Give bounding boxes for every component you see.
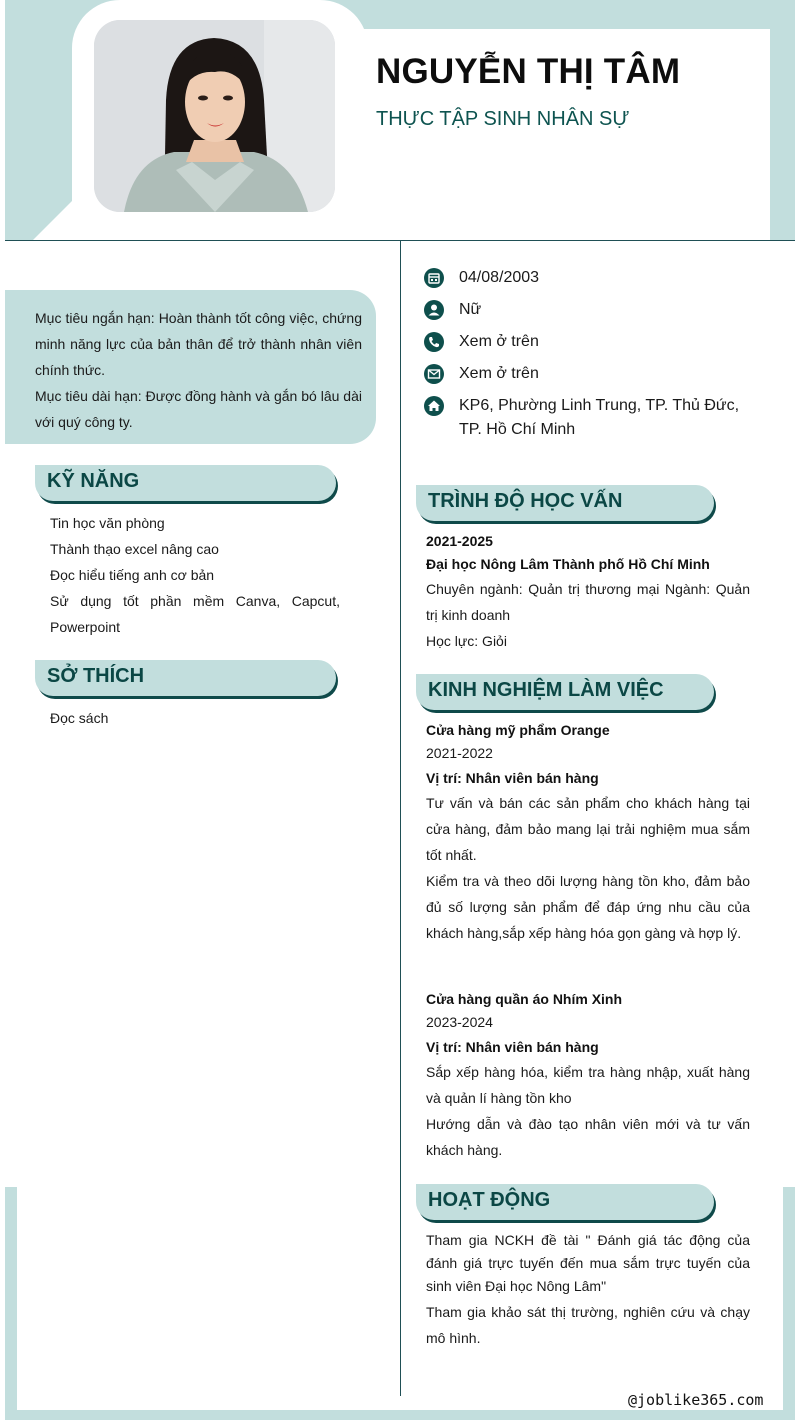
candidate-name: NGUYỄN THỊ TÂM bbox=[376, 52, 681, 91]
list-item: Đọc hiểu tiếng anh cơ bản bbox=[50, 567, 215, 583]
email-icon bbox=[424, 364, 444, 384]
section-title: SỞ THÍCH bbox=[47, 665, 145, 687]
contact-info bbox=[424, 266, 754, 450]
job-period: 2021-2022 bbox=[426, 745, 493, 761]
experience-job-2 bbox=[426, 988, 750, 1163]
section-title: KỸ NĂNG bbox=[47, 470, 140, 492]
job-company: Cửa hàng quần áo Nhím Xinh bbox=[426, 991, 623, 1007]
objective-short-term: Mục tiêu ngắn hạn: Hoàn thành tốt công việc, chứng minh năng lực của bản thân để trở thành nhân viên chính thức. bbox=[35, 310, 362, 378]
skills-list bbox=[50, 510, 340, 640]
list-item: Thành thạo excel nâng cao bbox=[50, 541, 219, 557]
contact-gender bbox=[424, 298, 754, 322]
contact-address bbox=[424, 394, 754, 442]
job-detail: Tư vấn và bán các sản phẩm cho khách hàng tại cửa hàng, đảm bảo mang lại trải nghiệm mua sắm tốt nhất. bbox=[426, 795, 750, 863]
job-period: 2023-2024 bbox=[426, 1014, 493, 1030]
hobbies-list bbox=[50, 705, 340, 731]
education-period: 2021-2025 bbox=[426, 533, 493, 549]
section-title: HOẠT ĐỘNG bbox=[428, 1189, 551, 1211]
objective-long-term: Mục tiêu dài hạn: Được đồng hành và gắn bó lâu dài với quý công ty. bbox=[35, 388, 362, 430]
list-item: Sử dụng tốt phần mềm Canva, Capcut, Powerpoint bbox=[50, 593, 340, 635]
section-title: KINH NGHIỆM LÀM VIỆC bbox=[428, 679, 664, 701]
watermark: @joblike365.com bbox=[628, 1391, 764, 1409]
contact-text: KP6, Phường Linh Trung, TP. Thủ Đức, TP. Hồ Chí Minh bbox=[459, 397, 740, 438]
phone-icon bbox=[424, 332, 444, 352]
home-icon bbox=[424, 396, 444, 416]
job-detail: Sắp xếp hàng hóa, kiểm tra hàng nhập, xuất hàng và quản lí hàng tồn kho bbox=[426, 1064, 750, 1106]
job-detail: Kiểm tra và theo dõi lượng hàng tồn kho, đảm bảo đủ số lượng sản phẩm để đáp ứng nhu cầu của khách hàng,sắp xếp hàng hóa gọn gàng và hợp lý. bbox=[426, 873, 750, 941]
job-position: Vị trí: Nhân viên bán hàng bbox=[426, 770, 599, 786]
contact-text: 04/08/2003 bbox=[459, 269, 540, 286]
contact-email bbox=[424, 362, 754, 386]
footer-frame-left bbox=[5, 1187, 17, 1420]
section-skills-heading bbox=[35, 465, 336, 501]
section-education-heading bbox=[416, 485, 714, 521]
education-grade: Học lực: Giỏi bbox=[426, 633, 507, 649]
list-item: Đọc sách bbox=[50, 710, 109, 726]
user-icon bbox=[424, 300, 444, 320]
job-company: Cửa hàng mỹ phẩm Orange bbox=[426, 722, 610, 738]
photo-frame-tail bbox=[33, 196, 77, 240]
contact-text: Xem ở trên bbox=[459, 365, 539, 382]
section-experience-heading bbox=[416, 674, 714, 710]
experience-job-1 bbox=[426, 719, 750, 946]
section-hobbies-heading bbox=[35, 660, 336, 696]
section-activities-heading bbox=[416, 1184, 714, 1220]
list-item: Tin học văn phòng bbox=[50, 515, 165, 531]
contact-text: Nữ bbox=[459, 301, 482, 318]
candidate-role: THỰC TẬP SINH NHÂN SỰ bbox=[376, 108, 630, 130]
contact-phone bbox=[424, 330, 754, 354]
section-title: TRÌNH ĐỘ HỌC VẤN bbox=[428, 490, 623, 512]
calendar-icon bbox=[424, 268, 444, 288]
profile-photo bbox=[94, 20, 335, 212]
contact-text: Xem ở trên bbox=[459, 333, 539, 350]
footer-frame-bottom bbox=[5, 1410, 795, 1420]
job-position: Vị trí: Nhân viên bán hàng bbox=[426, 1039, 599, 1055]
education-school: Đại học Nông Lâm Thành phố Hồ Chí Minh bbox=[426, 556, 710, 572]
education-major: Chuyên ngành: Quản trị thương mại Ngành: Quản trị kinh doanh bbox=[426, 581, 750, 623]
education-block bbox=[426, 530, 750, 654]
contact-birthdate bbox=[424, 266, 754, 290]
activity-item: Tham gia NCKH đề tài " Đánh giá tác động của đánh giá trực tuyến đến mua sắm trực tuyến của sinh viên Đại học Nông Lâm" bbox=[426, 1232, 750, 1294]
column-divider bbox=[400, 241, 401, 1396]
activity-item: Tham gia khảo sát thị trường, nghiên cứu và chạy mô hình. bbox=[426, 1304, 750, 1346]
career-objective bbox=[5, 290, 376, 444]
activities-block bbox=[426, 1229, 750, 1351]
footer-frame-right bbox=[783, 1187, 795, 1420]
job-detail: Hướng dẫn và đào tạo nhân viên mới và tư vấn khách hàng. bbox=[426, 1116, 750, 1158]
